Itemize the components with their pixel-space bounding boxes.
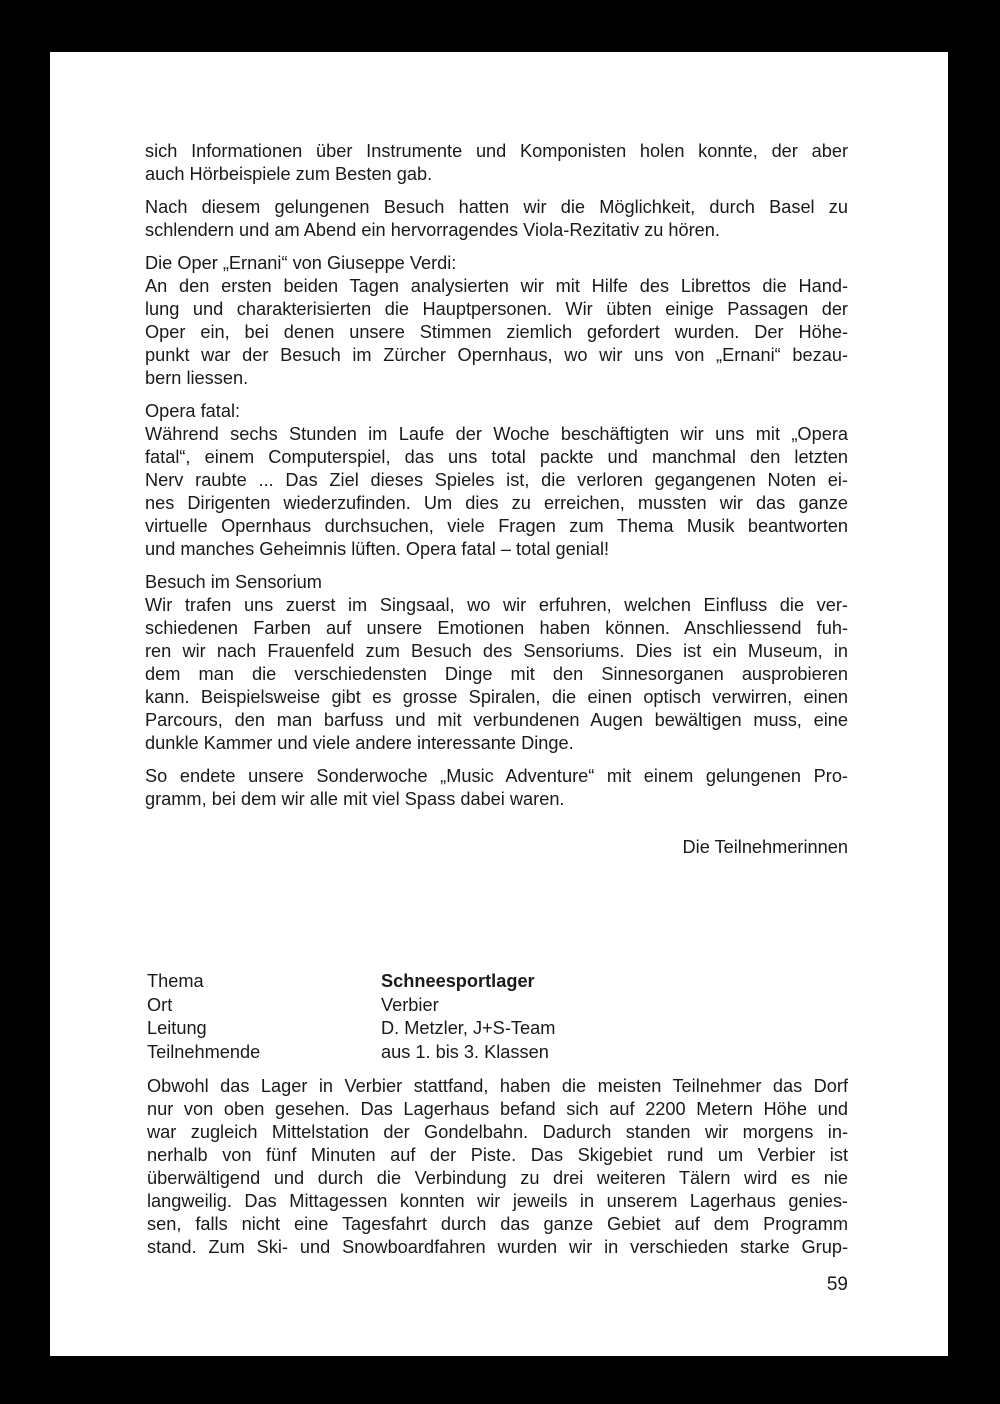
- paragraph-ernani: [145, 252, 848, 390]
- info-value: Schneesportlager: [381, 971, 535, 991]
- text-line: und manches Geheimnis lüften. Opera fatal – total genial!: [145, 539, 610, 559]
- text-line: stand. Zum Ski- und Snowboardfahren wurden wir in verschieden starke Grup-: [147, 1237, 848, 1257]
- text-line: sich Informationen über Instrumente und Komponisten holen konnte, der aber: [145, 141, 848, 161]
- paragraph-intro: [145, 140, 848, 186]
- text-line: lung und charakterisierten die Hauptpersonen. Wir übten einige Passagen der: [145, 299, 848, 319]
- text-line: Obwohl das Lager in Verbier stattfand, haben die meisten Teilnehmer das Dorf: [147, 1076, 848, 1096]
- info-value: aus 1. bis 3. Klassen: [381, 1041, 549, 1062]
- paragraph-verbier: [147, 1075, 848, 1259]
- text-line: kann. Beispielsweise gibt es grosse Spiralen, die einen optisch verwirren, einen: [145, 687, 848, 707]
- text-line: nur von oben gesehen. Das Lagerhaus befand sich auf 2200 Metern Höhe und: [147, 1099, 848, 1119]
- text-line: Parcours, den man barfuss und mit verbundenen Augen bewältigen muss, eine: [145, 710, 848, 730]
- text-line: war zugleich Mittelstation der Gondelbahn. Dadurch standen wir morgens in-: [147, 1122, 848, 1142]
- info-row-leitung: [147, 1017, 747, 1041]
- text-line: dunkle Kammer und viele andere interessante Dinge.: [145, 733, 574, 753]
- text-line: fatal“, einem Computerspiel, das uns total packte und manchmal den letzten: [145, 447, 848, 467]
- info-row-thema: [147, 970, 747, 994]
- page-edge: [936, 52, 948, 1356]
- section-heading: Besuch im Sensorium: [145, 572, 322, 592]
- info-label: Thema: [147, 971, 204, 991]
- info-row-teilnehmende: [147, 1041, 747, 1065]
- text-line: schiedenen Farben auf unsere Emotionen haben können. Anschliessend fuh-: [145, 618, 848, 638]
- page-number: 59: [826, 1274, 848, 1295]
- paragraph-conclusion: [145, 765, 848, 811]
- text-line: virtuelle Opernhaus durchsuchen, viele Fragen zum Thema Musik beantworten: [145, 516, 848, 536]
- text-line: Nach diesem gelungenen Besuch hatten wir die Möglichkeit, durch Basel zu: [145, 197, 848, 217]
- article-body-2: [147, 1075, 848, 1269]
- info-value: Verbier: [381, 994, 439, 1015]
- text-line: ren wir nach Frauenfeld zum Besuch des Sensoriums. Dies ist ein Museum, in: [145, 641, 848, 661]
- text-line: langweilig. Das Mittagessen konnten wir jeweils in unserem Lagerhaus genies-: [147, 1191, 848, 1211]
- section-heading: Opera fatal:: [145, 401, 241, 421]
- info-table: [147, 970, 747, 1064]
- text-line: So endete unsere Sonderwoche „Music Adventure“ mit einem gelungenen Pro-: [145, 766, 848, 786]
- signature: Die Teilnehmerinnen: [682, 837, 848, 857]
- section-heading: Die Oper „Ernani“ von Giuseppe Verdi:: [145, 253, 457, 273]
- text-line: gramm, bei dem wir alle mit viel Spass dabei waren.: [145, 789, 565, 809]
- article-body: [145, 140, 848, 859]
- text-line: An den ersten beiden Tagen analysierten wir mit Hilfe des Librettos die Hand-: [145, 276, 848, 296]
- text-line: dem man die verschiedensten Dinge mit den Sinnesorganen ausprobieren: [145, 664, 848, 684]
- text-line: überwältigend und durch die Verbindung zu drei weiteren Tälern wird es nie: [147, 1168, 848, 1188]
- text-line: Wir trafen uns zuerst im Singsaal, wo wir erfuhren, welchen Einfluss die ver-: [145, 595, 848, 615]
- text-line: nes Dirigenten wiederzufinden. Um dies zu erreichen, mussten wir das ganze: [145, 493, 848, 513]
- info-value: D. Metzler, J+S-Team: [381, 1018, 556, 1038]
- text-line: punkt war der Besuch im Zürcher Opernhaus, wo wir uns von „Ernani“ bezau-: [145, 345, 848, 365]
- text-line: schlendern und am Abend ein hervorragendes Viola-Rezitativ zu hören.: [145, 220, 720, 240]
- text-line: sen, falls nicht eine Tagesfahrt durch das ganze Gebiet auf dem Programm: [147, 1214, 848, 1234]
- paragraph-sensorium: [145, 571, 848, 755]
- info-label: Leitung: [147, 1018, 207, 1038]
- info-label: Teilnehmende: [147, 1041, 261, 1062]
- paragraph-opera-fatal: [145, 400, 848, 561]
- text-line: Während sechs Stunden im Laufe der Woche beschäftigten wir uns mit „Opera: [145, 424, 848, 444]
- info-row-ort: [147, 994, 747, 1018]
- text-line: bern liessen.: [145, 368, 249, 388]
- paragraph-basel: [145, 196, 848, 242]
- text-line: Nerv raubte ... Das Ziel dieses Spieles ist, die verloren gegangenen Noten ei-: [145, 470, 848, 490]
- text-line: Oper ein, bei denen unsere Stimmen ziemlich gefordert wurden. Der Höhe-: [145, 322, 848, 342]
- info-label: Ort: [147, 994, 173, 1015]
- text-line: nerhalb von fünf Minuten auf der Piste. Das Skigebiet rund um Verbier ist: [147, 1145, 848, 1165]
- text-line: auch Hörbeispiele zum Besten gab.: [145, 164, 433, 184]
- document-page: [50, 52, 946, 1356]
